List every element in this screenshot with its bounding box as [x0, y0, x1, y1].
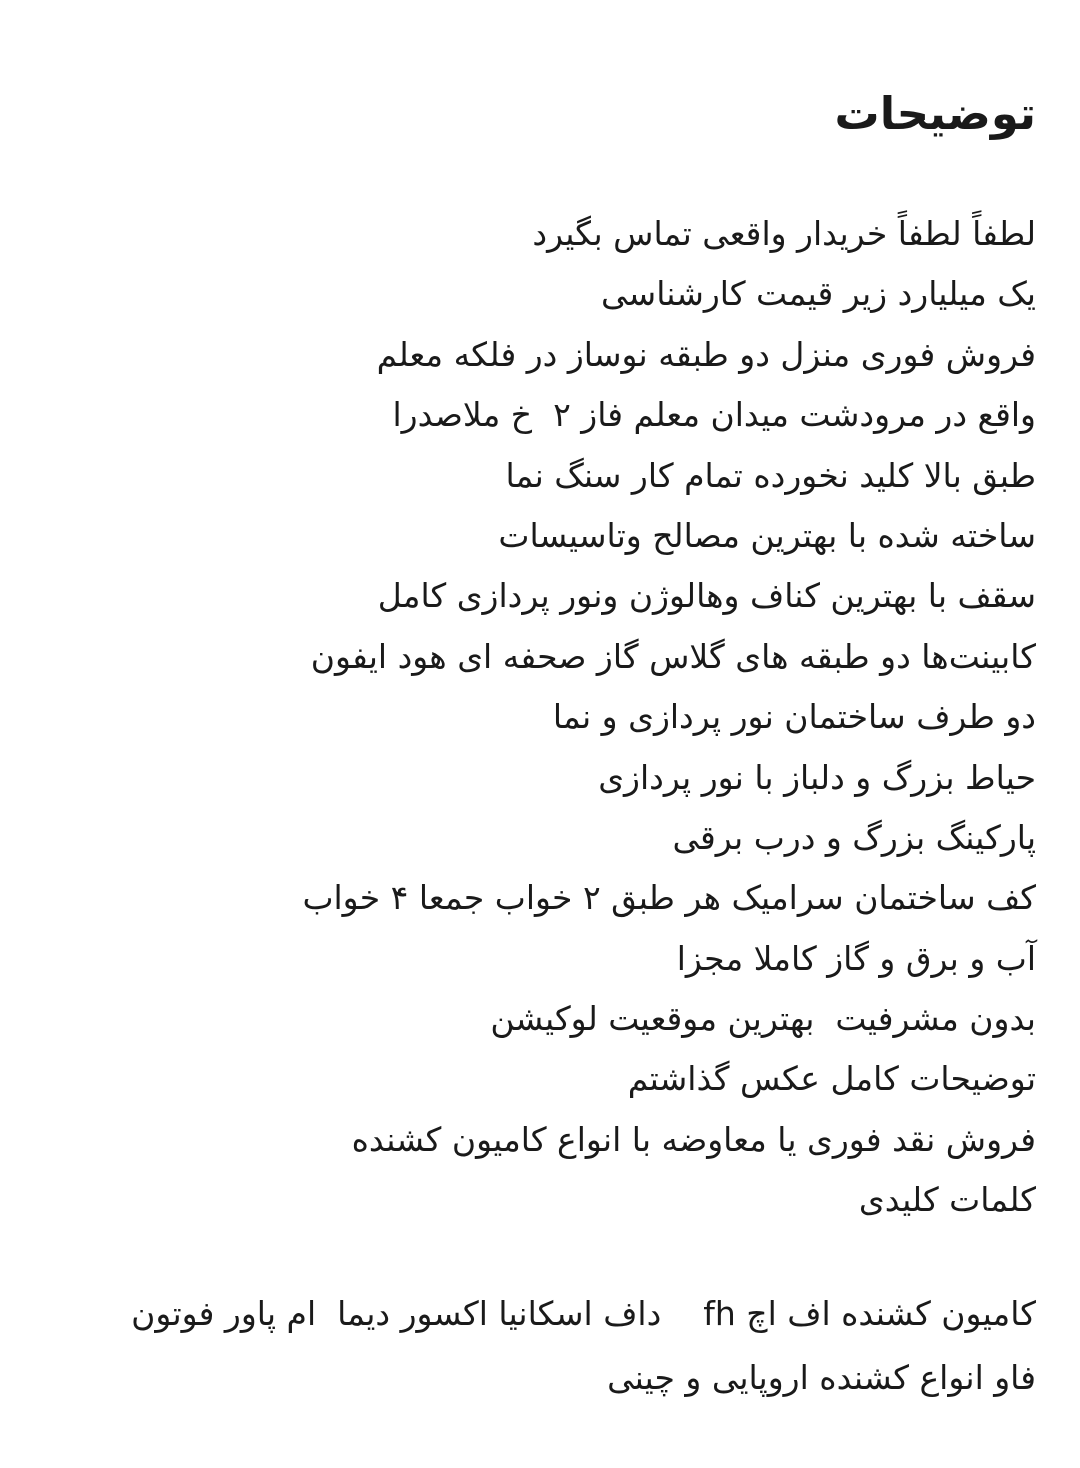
keyword-line: کامیون کشنده اف اچ fh داف اسکانیا اکسور دیما ام پاور فوتون — [131, 1294, 1036, 1333]
page-title: توضیحات — [834, 87, 1036, 140]
description-body — [40, 204, 1036, 1231]
description-line: پارکینگ بزرگ و درب برقی — [672, 817, 1036, 857]
description-line: ساخته شده با بهترین مصالح وتاسیسات — [498, 515, 1036, 555]
description-line: آب و برق و گاز کاملا مجزا — [676, 938, 1036, 978]
description-line: سقف با بهترین کناف وهالوژن ونور پردازی کامل — [377, 576, 1036, 616]
description-line: واقع در مرودشت میدان معلم فاز ۲ خ ملاصدرا — [392, 395, 1036, 435]
description-line: طبق بالا کلید نخورده تمام کار سنگ نما — [505, 455, 1036, 495]
description-line: توضیحات کامل عکس گذاشتم — [627, 1059, 1036, 1099]
description-line: یک میلیارد زیر قیمت کارشناسی — [601, 274, 1036, 314]
description-line: بدون مشرفیت بهترین موقعیت لوکیشن — [490, 999, 1036, 1039]
keywords-body — [40, 1282, 1036, 1410]
description-line: دو طرف ساختمان نور پردازی و نما — [552, 697, 1036, 737]
keyword-line: فاو انواع کشنده اروپایی و چینی — [607, 1358, 1036, 1397]
description-line: لطفاً لطفاً خریدار واقعی تماس بگیرد — [532, 214, 1036, 253]
description-line: فروش نقد فوری یا معاوضه با انواع کامیون کشنده — [351, 1119, 1036, 1159]
description-line: کابینت‌ها دو طبقه های گلاس گاز صحفه ای هود ایفون — [310, 636, 1036, 676]
description-line: کلمات کلیدی — [858, 1180, 1036, 1220]
description-line: حیاط بزرگ و دلباز با نور پردازی — [598, 757, 1036, 797]
description-line: کف ساختمان سرامیک هر طبق ۲ خواب جمعا ۴ خواب — [302, 878, 1036, 918]
description-line: فروش فوری منزل دو طبقه نوساز در فلکه معلم — [376, 334, 1036, 374]
